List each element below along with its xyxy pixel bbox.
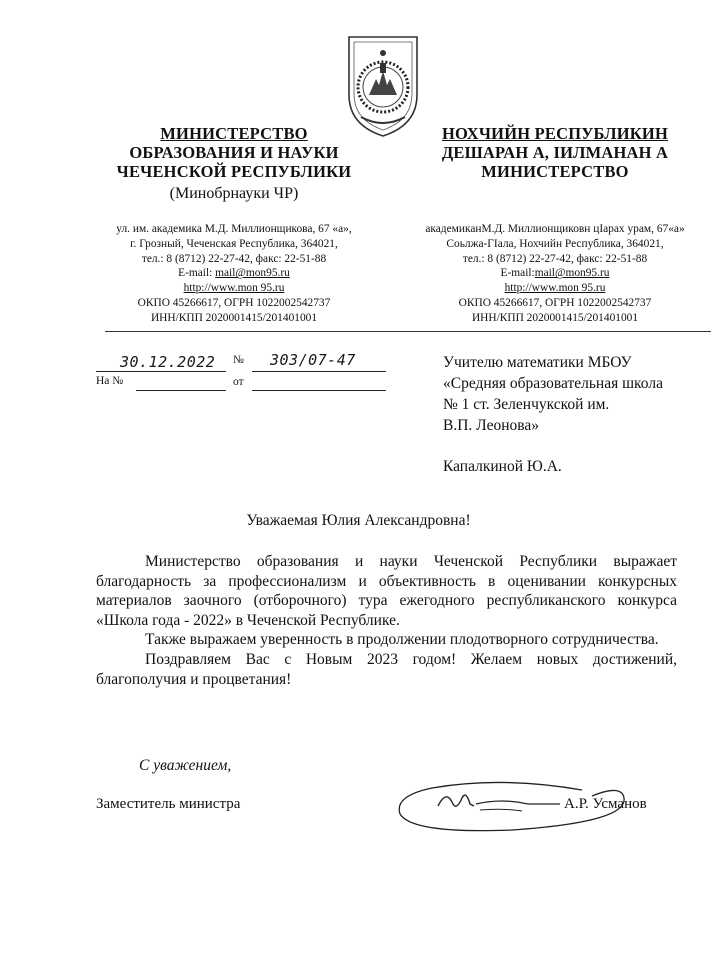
left-title-line: ОБРАЗОВАНИЯ И НАУКИ	[129, 143, 339, 162]
left-email-link[interactable]: mail@mon95.ru	[215, 267, 290, 280]
recipient-line: Учителю математики МБОУ	[443, 354, 632, 371]
left-title-line: МИНИСТЕРСТВО	[160, 124, 308, 143]
letter-body	[96, 552, 677, 689]
left-header-title	[94, 124, 374, 181]
recipient-block	[443, 352, 663, 477]
left-title-line: ЧЕЧЕНСКОЙ РЕСПУБЛИКИ	[116, 162, 352, 181]
right-address-line: Соьлжа-ГӀала, Нохчийн Республика, 364021,	[446, 237, 664, 250]
right-address-line: академиканМ.Д. Миллионщиковн цӀарах урам, 67«а»	[425, 223, 685, 235]
left-address-line: тел.: 8 (8712) 22-27-42, факс: 22-51-88	[141, 252, 327, 265]
recipient-line: № 1 ст. Зеленчукской им.	[443, 396, 610, 413]
right-title-line: МИНИСТЕРСТВО	[481, 162, 629, 181]
number-line	[252, 371, 386, 372]
left-email-line	[94, 266, 374, 281]
right-email-line	[405, 266, 705, 281]
from-label: от	[233, 376, 244, 388]
left-address-line: ул. им. академика М.Д. Миллионщикова, 67 «а»,	[116, 223, 352, 235]
right-title-line: ДЕШАРАН А, ӀИЛМАНАН А	[441, 143, 669, 162]
right-okpo: ОКПО 45266617, ОГРН 1022002542737	[458, 296, 652, 309]
signatory-name: А.Р. Усманов	[564, 796, 647, 812]
body-paragraph: Также выражаем уверенность в продолжении плодотворного сотрудничества.	[145, 631, 659, 649]
registration-date: 30.12.2022	[120, 353, 216, 371]
left-email-label: E-mail:	[178, 267, 216, 280]
header-divider	[105, 331, 711, 332]
left-address-block	[94, 222, 374, 326]
from-line	[252, 390, 386, 391]
signatory-position: Заместитель министра	[96, 796, 241, 812]
left-address-line: г. Грозный, Чеченская Республика, 364021,	[130, 237, 338, 250]
right-title-line: НОХЧИЙН РЕСПУБЛИКИН	[441, 124, 669, 143]
right-address-block	[405, 222, 705, 326]
registration-number: 303/07-47	[270, 351, 356, 369]
reference-label: На №	[96, 375, 124, 387]
recipient-name: Капалкиной Ю.А.	[443, 458, 562, 475]
recipient-line: «Средняя образовательная школа	[443, 375, 663, 392]
left-short-name: (Минобрнауки ЧР)	[169, 185, 299, 202]
date-line	[96, 371, 226, 372]
right-address-line: тел.: 8 (8712) 22-27-42, факс: 22-51-88	[462, 252, 648, 265]
left-okpo: ОКПО 45266617, ОГРН 1022002542737	[137, 296, 331, 309]
recipient-line: В.П. Леонова»	[443, 417, 539, 434]
closing: С уважением,	[139, 757, 232, 774]
greeting: Уважаемая Юлия Александровна!	[246, 512, 471, 529]
right-header-title	[410, 124, 700, 181]
right-website-link[interactable]: http://www.mon 95.ru	[504, 282, 606, 295]
body-paragraph: Поздравляем Вас с Новым 2023 годом! Желаем новых достижений, благополучия и процветания!	[96, 650, 677, 688]
right-email-link[interactable]: mail@mon95.ru	[534, 267, 610, 280]
reference-line	[136, 390, 226, 391]
left-inn: ИНН/КПП 2020001415/201401001	[150, 311, 318, 324]
body-paragraph: Министерство образования и науки Чеченской Республики выражает благодарность за профессионализм и объективность в оценивании конкурсных материалов заочного (отборочного) тура ежегодного республиканского конкурса «Школа года - 2022» в Чеченской Республике.	[96, 553, 677, 629]
right-email-label: E-mail:	[500, 267, 535, 280]
left-website-link[interactable]: http://www.mon 95.ru	[183, 282, 285, 295]
number-label: №	[233, 354, 244, 366]
right-inn: ИНН/КПП 2020001415/201401001	[471, 311, 639, 324]
